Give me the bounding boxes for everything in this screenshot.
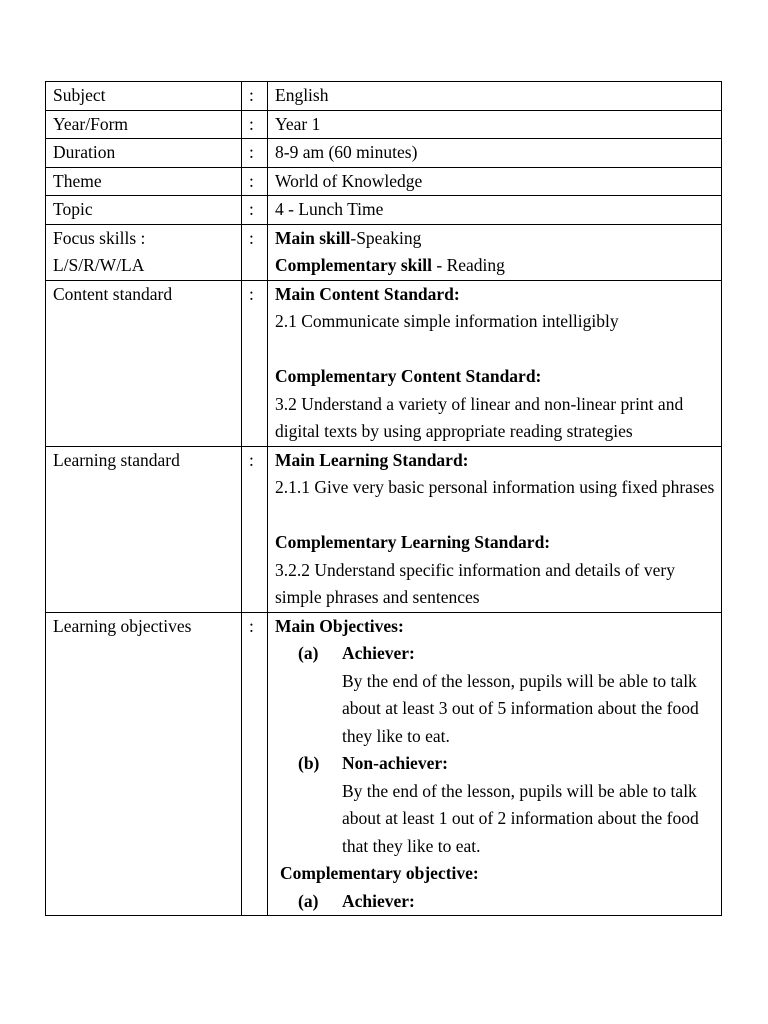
row-value: English bbox=[268, 82, 722, 111]
learning-standard-value bbox=[268, 446, 722, 612]
focus-skills-value bbox=[268, 224, 722, 280]
focus-label-line1: Focus skills : bbox=[53, 227, 146, 248]
row-label: Subject bbox=[46, 82, 242, 111]
objective-marker: (a) bbox=[298, 643, 319, 663]
complementary-content-standard-heading: Complementary Content Standard: bbox=[275, 366, 542, 386]
row-separator: : bbox=[242, 280, 268, 446]
row-separator: : bbox=[242, 82, 268, 111]
row-separator: : bbox=[242, 224, 268, 280]
row-separator: : bbox=[242, 446, 268, 612]
row-separator: : bbox=[242, 196, 268, 225]
learning-objectives-value bbox=[268, 612, 722, 916]
objective-text: By the end of the lesson, pupils will be able to talk about at least 3 out of 5 information about the food they like to eat. bbox=[342, 670, 699, 746]
row-label: Duration bbox=[46, 139, 242, 168]
lesson-plan-table bbox=[45, 81, 722, 916]
complementary-objective-heading: Complementary objective: bbox=[280, 863, 479, 883]
main-objectives-heading: Main Objectives: bbox=[275, 615, 404, 636]
row-separator: : bbox=[242, 110, 268, 139]
content-standard-label: Content standard bbox=[46, 280, 242, 446]
main-learning-standard-heading: Main Learning Standard: bbox=[275, 449, 469, 470]
row-label: Year/Form bbox=[46, 110, 242, 139]
main-learning-standard-text: 2.1.1 Give very basic personal information using fixed phrases bbox=[275, 477, 715, 497]
content-standard-value bbox=[268, 280, 722, 446]
learning-standard-label: Learning standard bbox=[46, 446, 242, 612]
complementary-learning-standard-text: 3.2.2 Understand specific information and details of very simple phrases and sentences bbox=[275, 559, 675, 607]
focus-label-line2: L/S/R/W/LA bbox=[53, 255, 145, 275]
row-value: 4 - Lunch Time bbox=[268, 196, 722, 225]
learning-objectives-row bbox=[46, 612, 722, 916]
learning-standard-row bbox=[46, 446, 722, 612]
objective-item bbox=[275, 888, 716, 916]
learning-objectives-label: Learning objectives bbox=[46, 612, 242, 916]
objective-text: By the end of the lesson, pupils will be able to talk about at least 1 out of 2 information about the food that they like to eat. bbox=[342, 780, 699, 856]
main-skill-line bbox=[275, 225, 716, 253]
objective-marker: (b) bbox=[298, 753, 320, 773]
row-value: World of Knowledge bbox=[268, 167, 722, 196]
complementary-skill-line bbox=[275, 252, 716, 280]
row-value: 8-9 am (60 minutes) bbox=[268, 139, 722, 168]
spacer bbox=[275, 336, 716, 364]
main-content-standard-text: 2.1 Communicate simple information intelligibly bbox=[275, 311, 619, 331]
main-content-standard-heading: Main Content Standard: bbox=[275, 283, 460, 304]
table-row bbox=[46, 167, 722, 196]
complementary-learning-standard-heading: Complementary Learning Standard: bbox=[275, 532, 551, 552]
objective-title: Achiever: bbox=[342, 643, 415, 663]
table-row bbox=[46, 110, 722, 139]
objective-marker: (a) bbox=[298, 890, 319, 911]
complementary-content-standard-text: 3.2 Understand a variety of linear and non-linear print and digital texts by using appropriate reading strategies bbox=[275, 393, 684, 441]
table-row bbox=[46, 139, 722, 168]
focus-skills-row bbox=[46, 224, 722, 280]
row-separator: : bbox=[242, 167, 268, 196]
content-standard-row bbox=[46, 280, 722, 446]
spacer bbox=[275, 502, 716, 530]
main-skill-heading: Main skill bbox=[275, 227, 351, 248]
objective-item bbox=[275, 750, 716, 860]
row-label: Topic bbox=[46, 196, 242, 225]
row-separator: : bbox=[242, 139, 268, 168]
complementary-skill-text: - Reading bbox=[432, 255, 505, 275]
table-row bbox=[46, 82, 722, 111]
table-row bbox=[46, 196, 722, 225]
row-label: Theme bbox=[46, 167, 242, 196]
row-separator: : bbox=[242, 612, 268, 916]
focus-skills-label bbox=[46, 224, 242, 280]
main-skill-text: -Speaking bbox=[350, 227, 422, 248]
complementary-skill-heading: Complementary skill bbox=[275, 255, 433, 275]
objective-item bbox=[275, 640, 716, 750]
objective-title: Non-achiever: bbox=[342, 753, 448, 773]
row-value: Year 1 bbox=[268, 110, 722, 139]
objective-title: Achiever: bbox=[342, 890, 415, 911]
